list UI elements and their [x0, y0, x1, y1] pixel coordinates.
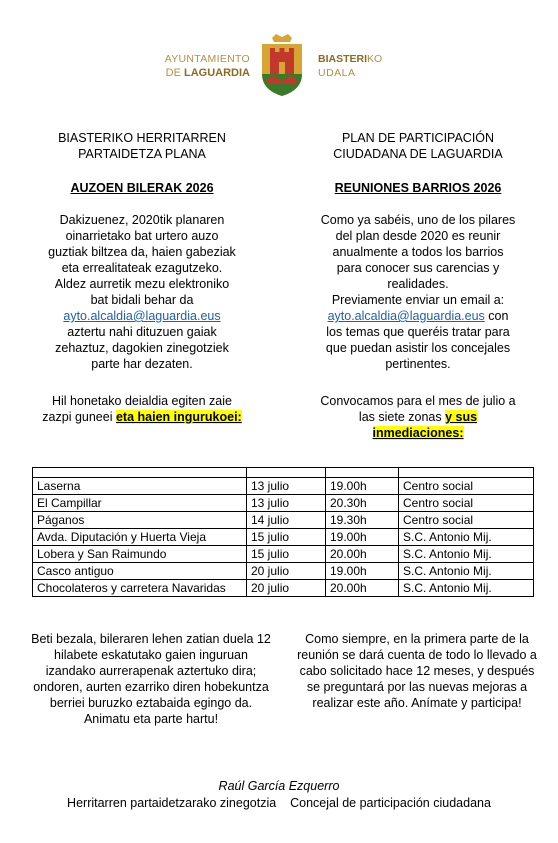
- logo-text-right: [318, 52, 428, 80]
- cell-date: 13 julio: [247, 478, 326, 495]
- left-convocation: Hil honetako deialdia egiten zaie zazpi guneei eta haien ingurukoei:: [42, 394, 242, 424]
- cell-zone: Páganos: [33, 512, 247, 529]
- highlight-right-2: inmediaciones:: [372, 426, 464, 440]
- cell-time: 20.30h: [326, 495, 399, 512]
- highlight-left: eta haien ingurukoei:: [115, 410, 242, 424]
- cell-zone: Lobera y San Raimundo: [33, 546, 247, 563]
- logo-line-laguardia: DE LAGUARDIA: [165, 67, 250, 79]
- cell-zone: Chocolateros y carretera Navaridas: [33, 580, 247, 597]
- table-row: [33, 512, 534, 529]
- cell-zone: Avda. Diputación y Huerta Vieja: [33, 529, 247, 546]
- cell-zone: Casco antiguo: [33, 563, 247, 580]
- email-link-right[interactable]: ayto.alcaldia@laguardia.eus: [327, 309, 485, 323]
- email-link-left[interactable]: ayto.alcaldia@laguardia.eus: [63, 309, 221, 323]
- left-heading: BIASTERIKO HERRITARREN PARTAIDETZA PLANA: [58, 131, 226, 161]
- logo-text-left: [120, 52, 250, 80]
- signature-name: Raúl García Ezquerro: [218, 779, 340, 793]
- table-row: [33, 546, 534, 563]
- highlight-right-1: y sus: [445, 410, 478, 424]
- left-closing-paragraph: Beti bezala, bileraren lehen zatian duela 12 hilabete eskatutako gaien inguruan izandako aurrerapenak aztertuko dira; ondoren, aurten ezarriko diren hobekuntza berriei buruzko eztabaida egingo da. Animatu eta parte hartu!: [31, 632, 271, 726]
- table-row: [33, 563, 534, 580]
- cell-place: Centro social: [399, 478, 534, 495]
- signature-roles: Herritarren partaidetzarako zinegotzia Concejal de participación ciudadana: [67, 796, 491, 810]
- laguardia-coat-of-arms-icon: [258, 34, 306, 98]
- cell-date: 14 julio: [247, 512, 326, 529]
- cell-time: 20.00h: [326, 580, 399, 597]
- cell-place: S.C. Antonio Mij.: [399, 580, 534, 597]
- cell-time: 19.00h: [326, 478, 399, 495]
- logo-line-biasteriko: BIASTERIKO: [318, 53, 383, 65]
- cell-zone: El Campillar: [33, 495, 247, 512]
- right-heading: PLAN DE PARTICIPACIÓN CIUDADANA DE LAGUARDIA: [333, 131, 503, 161]
- right-convocation: Convocamos para el mes de julio a las siete zonas y sus inmediaciones:: [320, 394, 516, 440]
- cell-place: S.C. Antonio Mij.: [399, 546, 534, 563]
- cell-time: 20.00h: [326, 546, 399, 563]
- cell-date: 13 julio: [247, 495, 326, 512]
- cell-time: 19.00h: [326, 529, 399, 546]
- cell-date: 20 julio: [247, 563, 326, 580]
- right-intro-paragraph: Como ya sabéis, uno de los pilares del plan desde 2020 es reunir anualmente a todos los barrios para conocer sus carencias y realidades. Previamente enviar un email a: ayto.alcaldia@laguardia.eus con los temas que queréis tratar para que puedan asistir los concejales pertinentes.: [320, 213, 516, 371]
- table-row: [33, 478, 534, 495]
- right-subheading: REUNIONES BARRIOS 2026: [334, 181, 502, 195]
- cell-date: 15 julio: [247, 529, 326, 546]
- cell-date: 15 julio: [247, 546, 326, 563]
- right-closing-paragraph: Como siempre, en la primera parte de la reunión se dará cuenta de todo lo llevado a cabo solicitado hace 12 meses, y después se preguntará por las nuevas mejoras a realizar este año. Anímate y participa!: [297, 632, 537, 710]
- table-row-blank: [33, 468, 534, 478]
- table-row: [33, 495, 534, 512]
- cell-date: 20 julio: [247, 580, 326, 597]
- cell-place: S.C. Antonio Mij.: [399, 563, 534, 580]
- table-row: [33, 580, 534, 597]
- logo-line-udala: UDALA: [318, 67, 356, 79]
- schedule-table: [32, 467, 534, 597]
- cell-place: S.C. Antonio Mij.: [399, 529, 534, 546]
- left-intro-paragraph: Dakizuenez, 2020tik planaren oinarrietako bat urtero auzo guztiak biltzea da, haien gabeziak eta errealitateak ezagutzeko. Aldez aurretik mezu elektroniko bat bidali behar da ayto.alcaldia@laguardia.eus aztertu nahi dituzuen gaiak zehaztuz, dagokien zinegotziek parte har dezaten.: [48, 213, 236, 371]
- left-subheading: AUZOEN BILERAK 2026: [70, 181, 214, 195]
- cell-place: Centro social: [399, 512, 534, 529]
- table-row: [33, 529, 534, 546]
- cell-time: 19.00h: [326, 563, 399, 580]
- cell-zone: Laserna: [33, 478, 247, 495]
- cell-place: Centro social: [399, 495, 534, 512]
- logo-line-ayuntamiento: AYUNTAMIENTO: [164, 53, 250, 65]
- cell-time: 19.30h: [326, 512, 399, 529]
